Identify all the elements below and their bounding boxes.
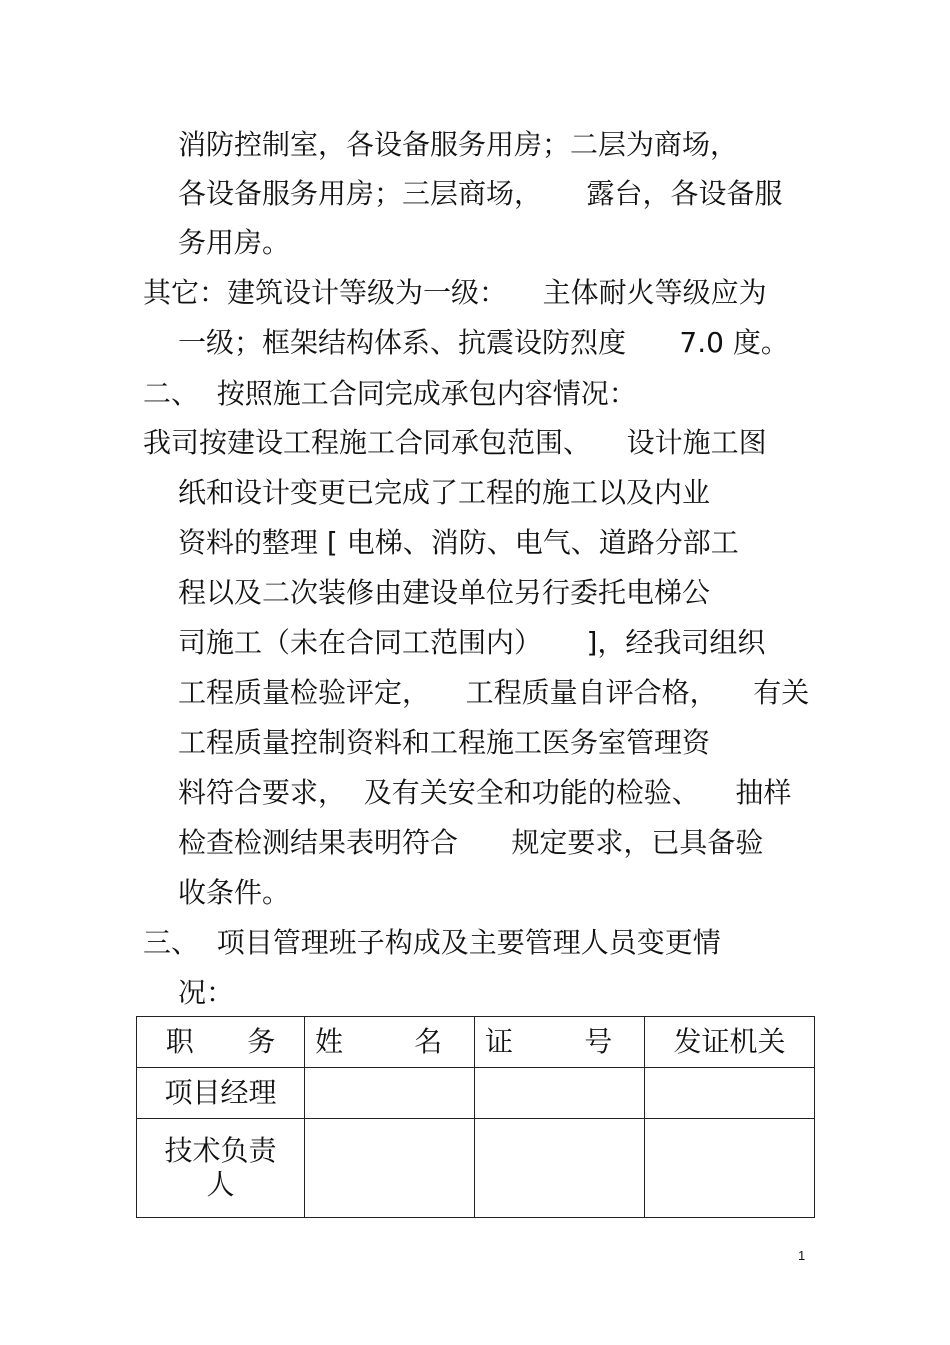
body-line-1: 消防控制室，各设备服务用房；二层为商场， <box>178 128 739 161</box>
section-heading-3: 三、 项目管理班子构成及主要管理人员变更情 <box>143 926 721 959</box>
table-cell <box>305 1119 475 1218</box>
body-line-15: 检查检测结果表明符合 规定要求，已具备验 <box>178 826 764 859</box>
section-heading-2: 二、 按照施工合同完成承包内容情况： <box>143 377 637 410</box>
body-line-10: 程以及二次装修由建设单位另行委托电梯公 <box>178 576 711 609</box>
body-line-11: 司施工（未在合同工范围内） ]，经我司组织 <box>178 626 766 659</box>
table-row <box>137 1068 815 1119</box>
header-issuing-authority: 发证机关 <box>645 1017 815 1068</box>
table-cell: 项目经理 <box>137 1068 305 1119</box>
table-cell <box>645 1068 815 1119</box>
header-position: 职 务 <box>137 1017 305 1068</box>
body-line-13: 工程质量控制资料和工程施工医务室管理资 <box>178 726 711 759</box>
body-line-2: 各设备服务用房；三层商场， 露台，各设备服 <box>178 177 783 210</box>
body-line-18: 况： <box>178 976 235 1009</box>
header-name: 姓 名 <box>305 1017 475 1068</box>
body-line-8: 纸和设计变更已完成了工程的施工以及内业 <box>178 476 711 509</box>
body-line-3: 务用房。 <box>178 226 291 259</box>
table-cell <box>305 1068 475 1119</box>
table-cell <box>475 1119 645 1218</box>
table-cell: 技术负责 人 <box>137 1119 305 1218</box>
body-line-14: 料符合要求， 及有关安全和功能的检验、 抽样 <box>178 776 792 809</box>
staff-table <box>136 1016 815 1218</box>
table-header-row <box>137 1017 815 1068</box>
body-line-4: 其它：建筑设计等级为一级： 主体耐火等级应为 <box>143 276 767 309</box>
body-line-5: 一级；框架结构体系、抗震设防烈度 7.0 度。 <box>178 326 789 359</box>
table-cell <box>645 1119 815 1218</box>
table-cell <box>475 1068 645 1119</box>
body-line-7: 我司按建设工程施工合同承包范围、 设计施工图 <box>143 426 767 459</box>
body-line-12: 工程质量检验评定， 工程质量自评合格， 有关 <box>178 676 810 709</box>
body-line-9: 资料的整理 [ 电梯、消防、电气、道路分部工 <box>178 526 739 559</box>
body-line-16: 收条件。 <box>178 876 291 909</box>
header-certificate-number: 证 号 <box>475 1017 645 1068</box>
table-row <box>137 1119 815 1218</box>
page-number: 1 <box>798 1248 806 1263</box>
